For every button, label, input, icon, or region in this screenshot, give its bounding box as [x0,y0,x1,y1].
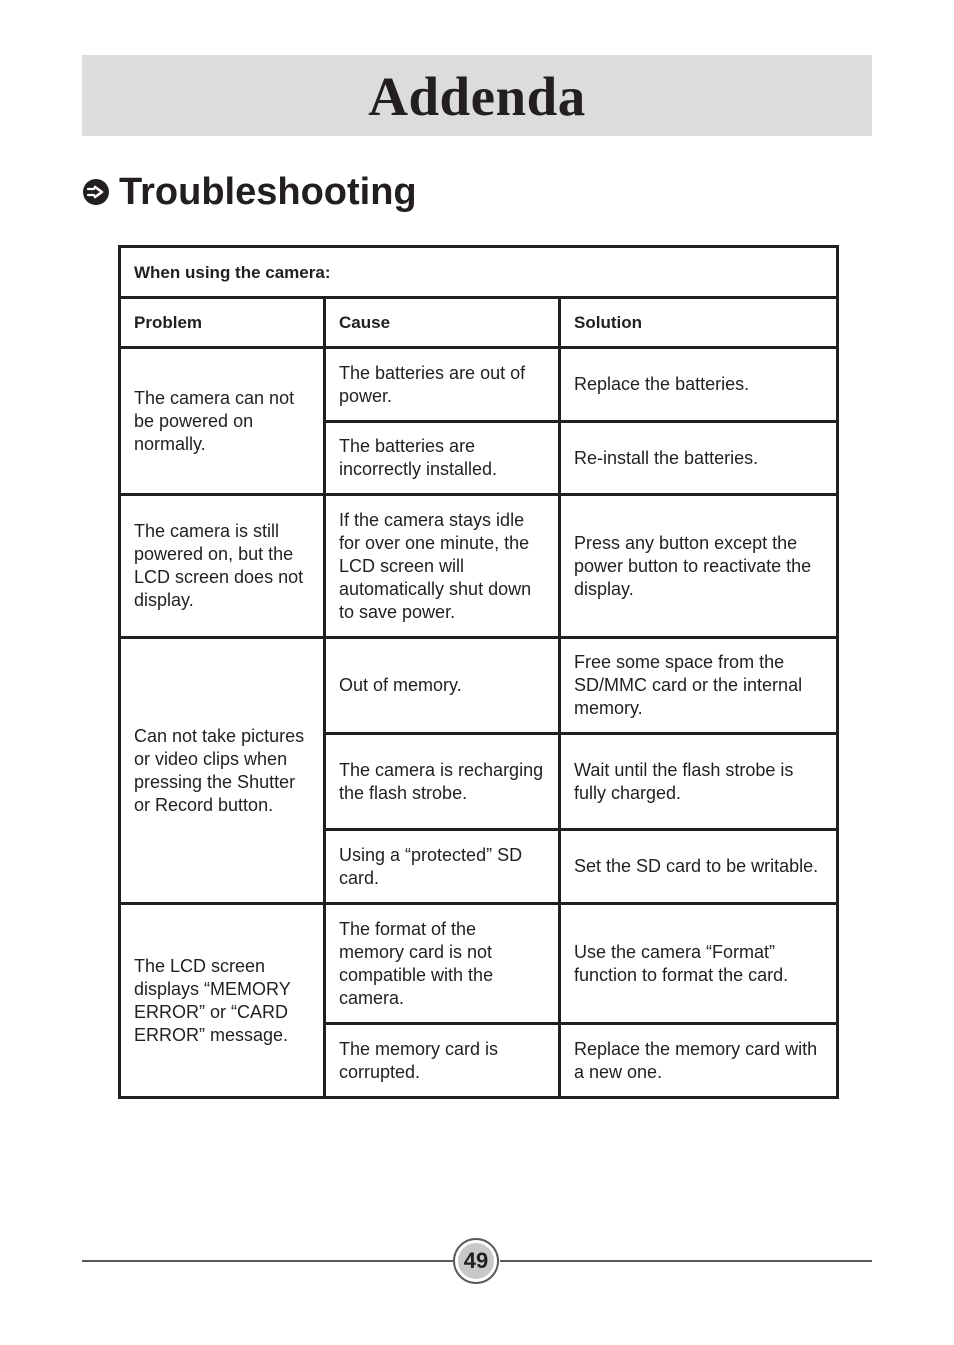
solution-cell: Replace the batteries. [560,348,838,422]
column-header-solution: Solution [560,298,838,348]
problem-cell: The LCD screen displays “MEMORY ERROR” or “CARD ERROR” message. [120,904,325,1098]
arrow-circle-icon [82,178,110,206]
page-number: 49 [458,1243,494,1279]
cause-cell: The batteries are out of power. [325,348,560,422]
solution-cell: Set the SD card to be writable. [560,830,838,904]
problem-cell: The camera is still powered on, but the LCD screen does not display. [120,495,325,638]
problem-cell: Can not take pictures or video clips when pressing the Shutter or Record button. [120,638,325,904]
cause-cell: The batteries are incorrectly installed. [325,422,560,495]
cause-cell: If the camera stays idle for over one minute, the LCD screen will automatically shut down to save power. [325,495,560,638]
cause-cell: The memory card is corrupted. [325,1024,560,1098]
page-title: Addenda [368,66,586,127]
solution-cell: Use the camera “Format” function to format the card. [560,904,838,1024]
solution-cell: Wait until the flash strobe is fully charged. [560,734,838,830]
column-header-cause: Cause [325,298,560,348]
cause-cell: The format of the memory card is not compatible with the camera. [325,904,560,1024]
section-title: Troubleshooting [119,170,417,213]
table-row [120,904,838,1024]
solution-cell: Replace the memory card with a new one. [560,1024,838,1098]
page-number-badge [453,1238,499,1284]
header-band [82,55,872,136]
table-caption-row [120,247,838,298]
table-row [120,638,838,734]
footer-rule-right [500,1260,872,1262]
footer-rule-left [82,1260,454,1262]
solution-cell: Re-install the batteries. [560,422,838,495]
column-header-problem: Problem [120,298,325,348]
solution-cell: Press any button except the power button to reactivate the display. [560,495,838,638]
solution-cell: Free some space from the SD/MMC card or the internal memory. [560,638,838,734]
table-row [120,495,838,638]
troubleshooting-table [118,245,839,1099]
table-row [120,348,838,422]
section-heading [82,168,417,216]
problem-cell: The camera can not be powered on normally. [120,348,325,495]
cause-cell: Using a “protected” SD card. [325,830,560,904]
cause-cell: Out of memory. [325,638,560,734]
table-header-row [120,298,838,348]
cause-cell: The camera is recharging the flash strobe. [325,734,560,830]
table-caption: When using the camera: [120,247,838,298]
